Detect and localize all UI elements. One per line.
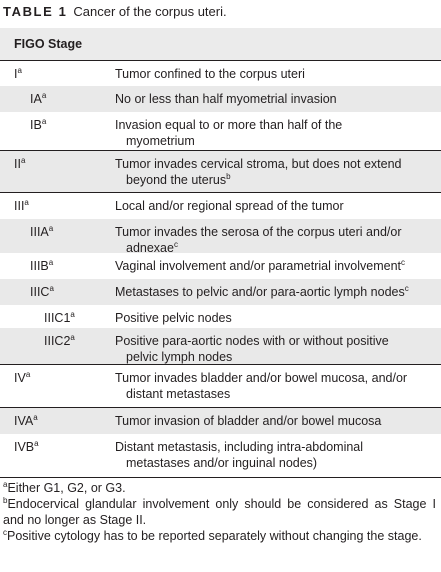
table-row	[0, 219, 441, 253]
stage-footnote-marker: a	[20, 156, 26, 165]
description-cell	[115, 224, 433, 256]
footnote: $^a$Either G1, G2, or G3.	[3, 480, 126, 495]
stage-cell: IIIC2$^a$	[44, 333, 75, 348]
table-row	[0, 86, 441, 112]
stage-cell: IIIC1$^a$	[44, 310, 75, 325]
footnote: $^c$Positive cytology has to be reported separately without changing the stage.	[3, 528, 422, 543]
description-line: Tumor confined to the corpus uteri	[115, 67, 305, 81]
table-row	[0, 364, 441, 407]
description-cell	[115, 284, 433, 300]
description-line: Vaginal involvement and/or parametrial involvement$^c$	[115, 258, 406, 273]
stage-cell: IIIB$^a$	[30, 258, 54, 273]
description-line: Invasion equal to or more than half of the	[115, 118, 343, 132]
stage-cell: $I^a$	[14, 66, 22, 81]
description-line: pelvic lymph nodes	[126, 350, 233, 364]
stage-cell: IVA$^a$	[14, 413, 38, 428]
table-row	[0, 328, 441, 364]
stage-footnote-marker: a	[48, 224, 54, 233]
description-cell	[115, 333, 433, 365]
footnote: $^b$Endocervical glandular involvement only should be considered as Stage I and no longer as Stage II.	[3, 496, 436, 527]
description-line: Distant metastasis, including intra-abdominal	[115, 440, 364, 454]
description-line: Tumor invades bladder and/or bowel mucosa, and/or	[115, 371, 408, 385]
description-line: Tumor invades cervical stroma, but does not extend	[115, 157, 402, 171]
stage-cell: IIIA$^a$	[30, 224, 54, 239]
table-body	[0, 61, 441, 477]
table-title: Cancer of the corpus uteri.	[73, 4, 227, 19]
header-figo-stage: FIGO Stage	[14, 37, 83, 51]
stage-cell: III$^a$	[14, 198, 29, 213]
description-line: distant metastases	[126, 387, 231, 401]
stage-footnote-marker: a	[48, 258, 54, 267]
description-line: beyond the uterus$^b$	[126, 172, 231, 187]
footnote-marker: b	[226, 172, 231, 181]
table-label: TABLE 1	[3, 4, 68, 19]
description-line: Positive para-aortic nodes with or without positive	[115, 334, 389, 348]
footnote-marker: a	[3, 480, 8, 489]
description-line: adnexae$^c$	[126, 240, 178, 255]
stage-cell: IIIC$^a$	[30, 284, 54, 299]
table-row	[0, 253, 441, 279]
table-bottom-rule	[0, 477, 441, 478]
stage-cell: $IV^a$	[14, 370, 31, 385]
stage-footnote-marker: a	[33, 413, 38, 422]
footnote-marker: b	[3, 496, 8, 505]
table-caption	[3, 4, 227, 19]
table-row	[0, 61, 441, 86]
description-line: No or less than half myometrial invasion	[115, 92, 337, 106]
table-row	[0, 279, 441, 305]
description-cell	[115, 156, 433, 188]
stage-footnote-marker: a	[49, 284, 54, 293]
table-row	[0, 434, 441, 477]
description-cell	[115, 370, 433, 402]
table-footnotes	[3, 480, 436, 544]
table-row	[0, 305, 441, 328]
table-header	[0, 28, 441, 61]
stage-footnote-marker: a	[25, 370, 31, 379]
footnote-marker: c	[401, 258, 406, 267]
footnote-marker: c	[3, 528, 7, 537]
stage-footnote-marker: a	[70, 333, 75, 342]
description-cell	[115, 117, 433, 149]
description-cell	[115, 91, 433, 107]
description-cell	[115, 66, 433, 82]
stage-cell: IVB$^a$	[14, 439, 39, 454]
description-line: Tumor invasion of bladder and/or bowel mucosa	[115, 414, 382, 428]
description-cell	[115, 258, 433, 274]
figo-staging-table	[0, 28, 441, 478]
stage-footnote-marker: a	[41, 117, 47, 126]
stage-cell: $II^a$	[14, 156, 26, 171]
description-cell	[115, 413, 433, 429]
stage-footnote-marker: a	[34, 439, 39, 448]
description-line: metastases and/or inguinal nodes)	[126, 456, 318, 470]
description-cell	[115, 439, 433, 471]
table-row	[0, 112, 441, 150]
stage-cell: $IA^a$	[30, 91, 47, 106]
description-line: Metastases to pelvic and/or para-aortic lymph nodes$^c$	[115, 284, 409, 299]
stage-footnote-marker: a	[41, 91, 47, 100]
description-line: Positive pelvic nodes	[115, 311, 232, 325]
table-row	[0, 407, 441, 434]
stage-footnote-marker: a	[24, 198, 29, 207]
footnote-marker: c	[173, 240, 178, 249]
description-line: Local and/or regional spread of the tumor	[115, 199, 344, 213]
footnote-marker: c	[404, 284, 409, 293]
description-cell	[115, 198, 433, 214]
table-row	[0, 150, 441, 192]
description-cell	[115, 310, 433, 326]
stage-footnote-marker: a	[17, 66, 22, 75]
table-row	[0, 192, 441, 219]
description-line: Tumor invades the serosa of the corpus uteri and/or	[115, 225, 402, 239]
stage-cell: $IB^a$	[30, 117, 47, 132]
description-line: myometrium	[126, 134, 195, 148]
stage-footnote-marker: a	[70, 310, 75, 319]
